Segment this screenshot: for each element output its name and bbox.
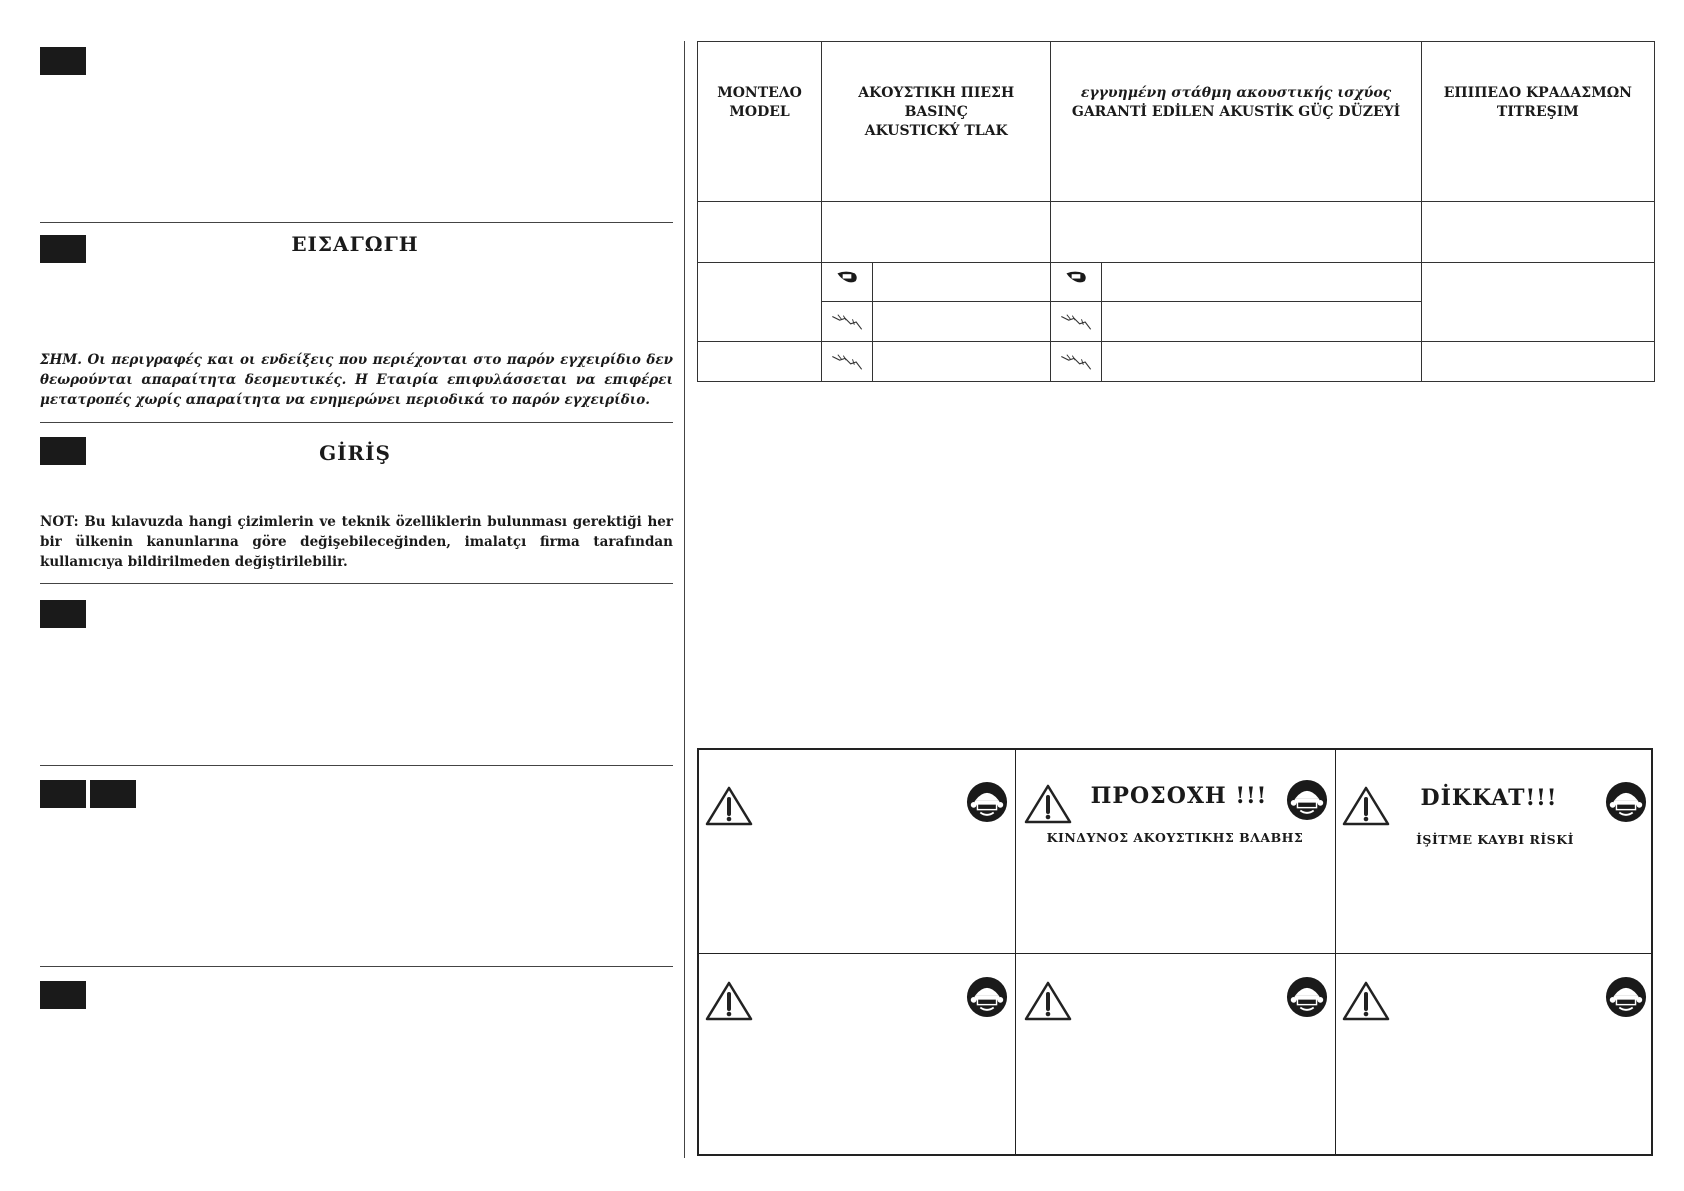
operator-icon xyxy=(822,263,873,302)
warning-triangle-icon xyxy=(704,980,754,1022)
ear-protection-icon xyxy=(966,976,1008,1018)
spec-table xyxy=(697,41,1655,382)
header-sound-power: εγγυημένη στάθμη ακουστικής ισχύος GARANTİ EDİLEN AKUSTİK GÜÇ DÜZEYİ xyxy=(1051,42,1421,202)
section-marker xyxy=(90,780,136,808)
divider xyxy=(40,966,673,967)
header-acoustic-pressure: ΑΚΟΥΣΤΙΚΗ ΠΙΕΣΗ BASINÇ AKUSTICKÝ TLAK xyxy=(822,42,1051,202)
hearing-warning-panel xyxy=(697,748,1653,1156)
tool-icon xyxy=(822,342,873,382)
tool-icon xyxy=(1051,342,1102,382)
divider xyxy=(40,583,673,584)
table-cell xyxy=(1421,342,1654,382)
ear-protection-icon xyxy=(966,781,1008,823)
table-cell xyxy=(1421,202,1654,263)
tool-icon xyxy=(1051,302,1102,342)
divider xyxy=(1335,750,1336,1154)
divider xyxy=(1015,750,1016,1154)
section-marker xyxy=(40,437,86,465)
section-marker xyxy=(40,47,86,75)
warning-triangle-icon xyxy=(1023,980,1073,1022)
divider xyxy=(40,422,673,423)
section-marker xyxy=(40,780,86,808)
ear-protection-icon xyxy=(1605,976,1647,1018)
warning-triangle-icon xyxy=(1341,785,1391,827)
table-cell xyxy=(1102,302,1421,342)
column-divider xyxy=(684,41,685,1158)
ear-protection-icon xyxy=(1286,779,1328,821)
table-cell xyxy=(1051,202,1421,263)
table-cell xyxy=(873,302,1051,342)
header-vibration: ΕΠΙΠΕΔΟ ΚΡΑΔΑΣΜΩΝ TITREŞIM xyxy=(1421,42,1654,202)
table-cell xyxy=(822,202,1051,263)
table-cell xyxy=(698,202,822,263)
table-cell xyxy=(873,263,1051,302)
operator-icon xyxy=(1051,263,1102,302)
section-heading-greek: ΕΙΣΑΓΩΓΗ xyxy=(291,232,419,256)
tool-icon xyxy=(822,302,873,342)
table-cell xyxy=(1421,263,1654,342)
warning-triangle-icon xyxy=(1341,980,1391,1022)
header-model: ΜΟΝΤΕΛΟ MODEL xyxy=(698,42,822,202)
warning-title-greek: ΠΡΟΣΟΧΗ !!! xyxy=(1090,783,1268,809)
table-cell xyxy=(698,342,822,382)
ear-protection-icon xyxy=(1605,781,1647,823)
warning-subtitle-greek: ΚΙΝΔΥΝΟΣ ΑΚΟΥΣΤΙΚΗΣ ΒΛΑΒΗΣ xyxy=(1046,830,1304,845)
warning-triangle-icon xyxy=(1023,783,1073,825)
section-marker xyxy=(40,235,86,263)
section-heading-turkish: GİRİŞ xyxy=(319,441,391,465)
divider xyxy=(40,222,673,223)
table-cell xyxy=(698,263,822,342)
section-marker xyxy=(40,600,86,628)
warning-subtitle-turkish: İŞİTME KAYBI RİSKİ xyxy=(1416,832,1574,847)
table-cell xyxy=(1102,342,1421,382)
table-cell xyxy=(1102,263,1421,302)
turkish-note: NOT: Bu kılavuzda hangi çizimlerin ve teknik özelliklerin bulunması gerektiği her bir ülkenin kanunlarına göre değişebileceğinden, imalatçı firma tarafından kullanıcıya bildirilmeden değiştirilebilir. xyxy=(40,514,673,570)
table-cell xyxy=(873,342,1051,382)
divider xyxy=(699,953,1651,954)
warning-title-turkish: DİKKAT!!! xyxy=(1420,785,1558,811)
divider xyxy=(40,765,673,766)
section-marker xyxy=(40,981,86,1009)
warning-triangle-icon xyxy=(704,785,754,827)
greek-note: ΣΗΜ. Οι περιγραφές και οι ενδείξεις που περιέχονται στο παρόν εγχειρίδιο δεν θεωρούνται απαραίτητα δεσμευτικές. Η Εταιρία επιφυλάσσεται να επιφέρει μετατροπές χωρίς απαραίτητα να ενημερώνει περιοδικά το παρόν εγχειρίδιο. xyxy=(40,352,673,408)
ear-protection-icon xyxy=(1286,976,1328,1018)
